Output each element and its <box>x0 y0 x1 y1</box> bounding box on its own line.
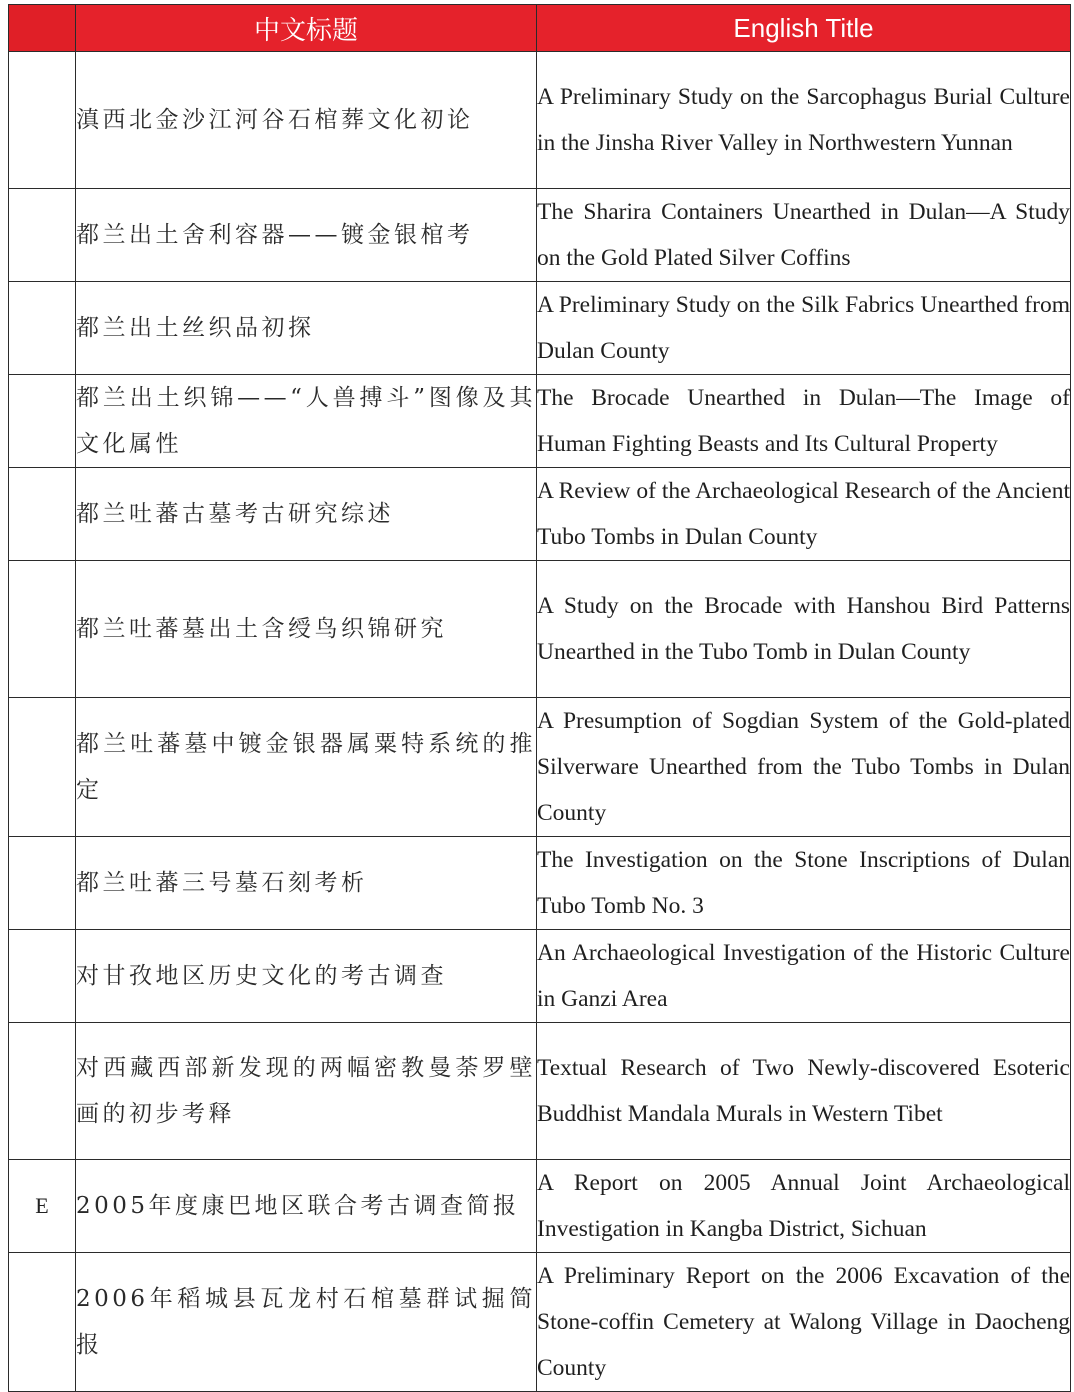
row-letter: E <box>9 1160 76 1253</box>
row-letter <box>9 698 76 837</box>
table-row <box>9 1160 1071 1253</box>
chinese-title-cell: 对甘孜地区历史文化的考古调查 <box>76 930 537 1023</box>
table-row <box>9 52 1071 189</box>
table-row <box>9 468 1071 561</box>
table-row <box>9 1023 1071 1160</box>
chinese-title-cell: 2006年稻城县瓦龙村石棺墓群试掘简报 <box>76 1253 537 1392</box>
chinese-title-cell: 都兰出土舍利容器——镀金银棺考 <box>76 189 537 282</box>
chinese-title-cell: 2005年度康巴地区联合考古调查简报 <box>76 1160 537 1253</box>
english-title-cell: A Study on the Brocade with Hanshou Bird Patterns Unearthed in the Tubo Tomb in Dulan County <box>537 561 1071 698</box>
english-title-cell: A Report on 2005 Annual Joint Archaeological Investigation in Kangba District, Sichuan <box>537 1160 1071 1253</box>
chinese-title-cell: 都兰出土丝织品初探 <box>76 282 537 375</box>
row-letter <box>9 282 76 375</box>
header-index-cell <box>9 5 76 52</box>
chinese-title-cell: 对西藏西部新发现的两幅密教曼荼罗壁画的初步考释 <box>76 1023 537 1160</box>
chinese-title-cell: 都兰出土织锦——“人兽搏斗”图像及其文化属性 <box>76 375 537 468</box>
english-title-cell: A Presumption of Sogdian System of the Gold-plated Silverware Unearthed from the Tubo Tombs in Dulan County <box>537 698 1071 837</box>
chinese-title-cell: 都兰吐蕃墓中镀金银器属粟特系统的推定 <box>76 698 537 837</box>
chinese-title-cell: 都兰吐蕃墓出土含绶鸟织锦研究 <box>76 561 537 698</box>
english-title-cell: The Sharira Containers Unearthed in Dulan—A Study on the Gold Plated Silver Coffins <box>537 189 1071 282</box>
table-row <box>9 282 1071 375</box>
table-row <box>9 189 1071 282</box>
english-title-cell: Textual Research of Two Newly-discovered Esoteric Buddhist Mandala Murals in Western Tibet <box>537 1023 1071 1160</box>
english-title-cell: A Review of the Archaeological Research of the Ancient Tubo Tombs in Dulan County <box>537 468 1071 561</box>
english-title-cell: A Preliminary Report on the 2006 Excavation of the Stone-coffin Cemetery at Walong Village in Daocheng County <box>537 1253 1071 1392</box>
english-title-cell: An Archaeological Investigation of the Historic Culture in Ganzi Area <box>537 930 1071 1023</box>
header-row <box>9 5 1071 52</box>
header-chinese-title: 中文标题 <box>76 5 537 52</box>
row-letter <box>9 375 76 468</box>
row-letter <box>9 189 76 282</box>
header-english-title: English Title <box>537 5 1071 52</box>
row-letter <box>9 930 76 1023</box>
row-letter <box>9 1023 76 1160</box>
english-title-cell: A Preliminary Study on the Silk Fabrics Unearthed from Dulan County <box>537 282 1071 375</box>
table-row <box>9 837 1071 930</box>
row-letter <box>9 837 76 930</box>
table-row <box>9 1253 1071 1392</box>
english-title-cell: The Brocade Unearthed in Dulan—The Image of Human Fighting Beasts and Its Cultural Property <box>537 375 1071 468</box>
table-row <box>9 930 1071 1023</box>
row-letter <box>9 468 76 561</box>
table-row <box>9 561 1071 698</box>
chinese-title-cell: 都兰吐蕃古墓考古研究综述 <box>76 468 537 561</box>
row-letter <box>9 52 76 189</box>
chinese-title-cell: 滇西北金沙江河谷石棺葬文化初论 <box>76 52 537 189</box>
english-title-cell: The Investigation on the Stone Inscriptions of Dulan Tubo Tomb No. 3 <box>537 837 1071 930</box>
table-row <box>9 698 1071 837</box>
table-row <box>9 375 1071 468</box>
row-letter <box>9 1253 76 1392</box>
english-title-cell: A Preliminary Study on the Sarcophagus Burial Culture in the Jinsha River Valley in Northwestern Yunnan <box>537 52 1071 189</box>
titles-table <box>8 4 1071 1392</box>
chinese-title-cell: 都兰吐蕃三号墓石刻考析 <box>76 837 537 930</box>
row-letter <box>9 561 76 698</box>
